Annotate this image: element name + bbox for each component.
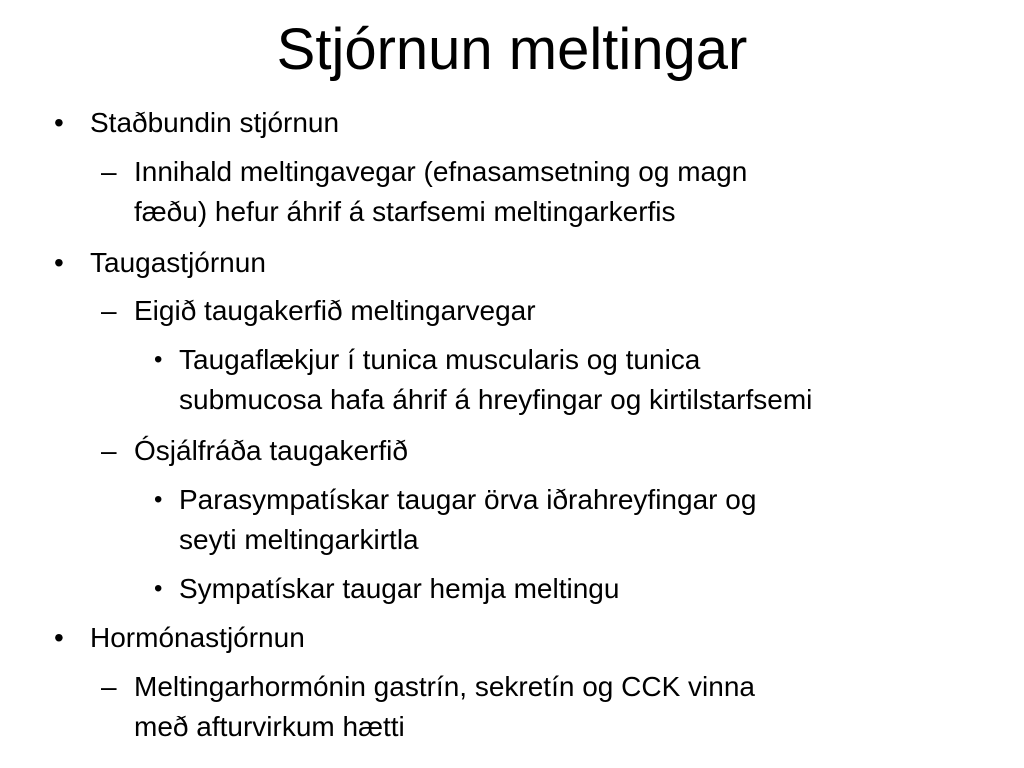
item-text: Meltingarhormónin gastrín, sekretín og CCK vinna: [134, 671, 755, 702]
bullet-marker: •: [54, 247, 64, 278]
sub-item-content-effect: [101, 152, 934, 232]
sub-sub-item-sympathetic: [154, 569, 989, 609]
bullet-marker: •: [54, 622, 64, 653]
dash-marker: –: [101, 435, 117, 466]
sub-item-autonomic-nervous-system: [101, 431, 934, 471]
bullet-item-hormonal-control: [54, 618, 990, 658]
item-text: Eigið taugakerfið meltingarvegar: [134, 295, 536, 326]
bullet-marker: •: [154, 575, 163, 602]
bullet-marker: •: [54, 107, 64, 138]
item-text: með afturvirkum hætti: [134, 711, 405, 742]
bullet-item-neural-control: [54, 243, 990, 283]
bullet-marker: •: [154, 486, 163, 513]
item-text: Hormónastjórnun: [90, 622, 305, 653]
dash-marker: –: [101, 295, 117, 326]
sub-item-enteric-nervous-system: [101, 291, 934, 331]
item-text: Sympatískar taugar hemja meltingu: [179, 573, 620, 604]
item-text: Innihald meltingavegar (efnasamsetning og magn: [134, 156, 748, 187]
item-text: Parasympatískar taugar örva iðrahreyfingar og: [179, 484, 757, 515]
item-text: Staðbundin stjórnun: [90, 107, 340, 138]
sub-item-digestive-hormones: [101, 667, 934, 747]
item-text: Taugaflækjur í tunica muscularis og tunica: [179, 344, 701, 375]
item-text: Ósjálfráða taugakerfið: [134, 435, 408, 466]
item-text: submucosa hafa áhrif á hreyfingar og kirtilstarfsemi: [179, 384, 813, 415]
sub-sub-item-parasympathetic: [154, 480, 989, 560]
item-text: fæðu) hefur áhrif á starfsemi meltingarkerfis: [134, 196, 676, 227]
dash-marker: –: [101, 671, 117, 702]
dash-marker: –: [101, 156, 117, 187]
bullet-marker: •: [154, 346, 163, 373]
item-text: seyti meltingarkirtla: [179, 524, 419, 555]
sub-sub-item-plexuses: [154, 340, 989, 420]
item-text: Taugastjórnun: [90, 247, 266, 278]
bullet-item-local-control: [54, 103, 990, 143]
slide-title: Stjórnun meltingar: [276, 17, 748, 82]
